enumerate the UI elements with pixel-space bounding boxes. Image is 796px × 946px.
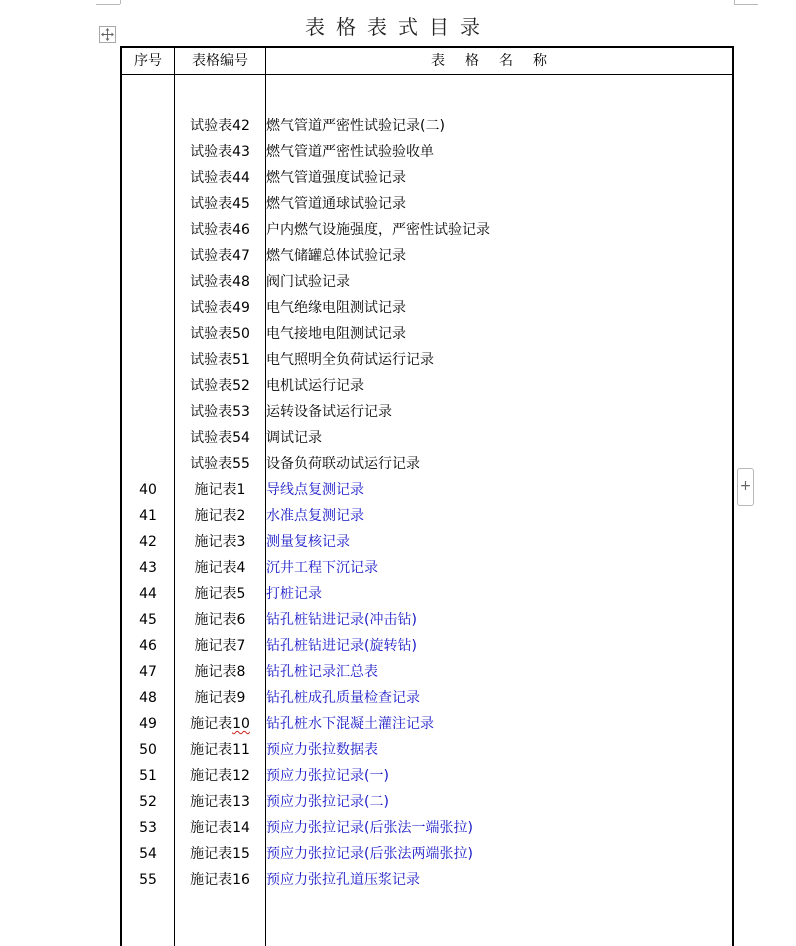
row-name: 燃气管道严密性试验验收单 — [266, 144, 434, 160]
table-row — [122, 347, 732, 373]
table-row — [122, 503, 732, 529]
row-name: 燃气管道严密性试验记录(二) — [266, 118, 445, 134]
row-name-link[interactable]: 预应力张拉孔道压浆记录 — [266, 872, 420, 888]
row-code: 试验表44 — [190, 170, 250, 186]
row-code: 试验表42 — [190, 118, 250, 134]
table-row — [122, 763, 732, 789]
row-name-link[interactable]: 钻孔桩记录汇总表 — [266, 664, 378, 680]
row-name-link[interactable]: 水准点复测记录 — [266, 508, 364, 524]
row-seq: 47 — [139, 664, 157, 680]
table-row — [122, 425, 732, 451]
row-seq: 40 — [139, 482, 157, 498]
header-divider — [122, 74, 732, 75]
row-name: 阀门试验记录 — [266, 274, 350, 290]
row-code: 施记表9 — [194, 690, 246, 706]
table-row — [122, 607, 732, 633]
row-code: 施记表6 — [194, 612, 246, 628]
table-row — [122, 711, 732, 737]
document-title: 表格表式目录 — [305, 15, 491, 39]
row-name-link[interactable]: 预应力张拉数据表 — [266, 742, 378, 758]
header-code: 表格编号 — [192, 53, 248, 69]
row-code: 试验表45 — [190, 196, 250, 212]
page-corner-mark — [734, 0, 735, 4]
row-code: 施记表13 — [190, 794, 250, 810]
row-name: 燃气储罐总体试验记录 — [266, 248, 406, 264]
row-code: 施记表14 — [190, 820, 250, 836]
row-code: 施记表16 — [190, 872, 250, 888]
row-code: 施记表10 — [190, 716, 250, 732]
table-row — [122, 269, 732, 295]
row-code: 试验表49 — [190, 300, 250, 316]
row-name: 电气接地电阻测试记录 — [266, 326, 406, 342]
row-name-link[interactable]: 钻孔桩钻进记录(旋转钻) — [266, 638, 417, 654]
catalog-table — [120, 46, 734, 946]
table-row — [122, 321, 732, 347]
row-code: 施记表5 — [194, 586, 246, 602]
row-code: 试验表46 — [190, 222, 250, 238]
row-seq: 50 — [139, 742, 157, 758]
table-row — [122, 581, 732, 607]
table-row — [122, 243, 732, 269]
header-name: 表格名称 — [431, 53, 567, 69]
row-name: 运转设备试运行记录 — [266, 404, 392, 420]
row-name: 设备负荷联动试运行记录 — [266, 456, 420, 472]
row-name-link[interactable]: 测量复核记录 — [266, 534, 350, 550]
table-row — [122, 191, 732, 217]
row-code: 试验表51 — [190, 352, 250, 368]
table-row — [122, 659, 732, 685]
table-row — [122, 815, 732, 841]
row-name-link[interactable]: 打桩记录 — [266, 586, 322, 602]
row-name: 户内燃气设施强度，严密性试验记录 — [266, 222, 490, 238]
row-code: 施记表12 — [190, 768, 250, 784]
table-row — [122, 451, 732, 477]
row-name-link[interactable]: 预应力张拉记录(后张法一端张拉) — [266, 820, 473, 836]
row-seq: 55 — [139, 872, 157, 888]
row-seq: 53 — [139, 820, 157, 836]
row-code: 试验表55 — [190, 456, 250, 472]
table-row — [122, 373, 732, 399]
row-code: 试验表54 — [190, 430, 250, 446]
row-name: 燃气管道通球试验记录 — [266, 196, 406, 212]
row-code: 施记表1 — [194, 482, 246, 498]
row-name-link[interactable]: 预应力张拉记录(一) — [266, 768, 389, 784]
table-row — [122, 867, 732, 893]
table-row — [122, 529, 732, 555]
table-row — [122, 737, 732, 763]
table-row — [122, 139, 732, 165]
table-row — [122, 113, 732, 139]
table-row — [122, 685, 732, 711]
row-code: 试验表47 — [190, 248, 250, 264]
row-name-link[interactable]: 沉井工程下沉记录 — [266, 560, 378, 576]
row-name: 电机试运行记录 — [266, 378, 364, 394]
row-code: 试验表53 — [190, 404, 250, 420]
row-code: 施记表2 — [194, 508, 246, 524]
table-row — [122, 789, 732, 815]
row-name: 调试记录 — [266, 430, 322, 446]
table-row — [122, 841, 732, 867]
row-seq: 46 — [139, 638, 157, 654]
row-seq: 54 — [139, 846, 157, 862]
row-seq: 52 — [139, 794, 157, 810]
table-row — [122, 633, 732, 659]
row-name-link[interactable]: 钻孔桩水下混凝土灌注记录 — [266, 716, 434, 732]
table-row — [122, 295, 732, 321]
row-code: 试验表48 — [190, 274, 250, 290]
row-code: 试验表43 — [190, 144, 250, 160]
row-name: 燃气管道强度试验记录 — [266, 170, 406, 186]
row-name: 电气照明全负荷试运行记录 — [266, 352, 434, 368]
row-name-link[interactable]: 预应力张拉记录(二) — [266, 794, 389, 810]
table-row — [122, 555, 732, 581]
row-name-link[interactable]: 钻孔桩成孔质量检查记录 — [266, 690, 420, 706]
row-code: 施记表3 — [194, 534, 246, 550]
row-code: 施记表7 — [194, 638, 246, 654]
page-corner-mark — [120, 0, 121, 4]
table-row — [122, 165, 732, 191]
row-name-link[interactable]: 预应力张拉记录(后张法两端张拉) — [266, 846, 473, 862]
row-code: 施记表11 — [190, 742, 250, 758]
row-seq: 48 — [139, 690, 157, 706]
row-name-link[interactable]: 钻孔桩钻进记录(冲击钻) — [266, 612, 417, 628]
row-code: 施记表15 — [190, 846, 250, 862]
table-move-handle[interactable] — [99, 26, 116, 43]
row-seq: 41 — [139, 508, 157, 524]
row-code: 施记表8 — [194, 664, 246, 680]
table-row — [122, 477, 732, 503]
row-code: 试验表50 — [190, 326, 250, 342]
row-name: 电气绝缘电阻测试记录 — [266, 300, 406, 316]
row-code: 试验表52 — [190, 378, 250, 394]
row-seq: 43 — [139, 560, 157, 576]
row-seq: 49 — [139, 716, 157, 732]
page-corner-mark — [96, 0, 120, 5]
table-add-row-button[interactable] — [737, 468, 754, 506]
table-row — [122, 399, 732, 425]
page-corner-mark — [734, 0, 758, 5]
row-seq: 42 — [139, 534, 157, 550]
table-row — [122, 217, 732, 243]
row-seq: 45 — [139, 612, 157, 628]
header-seq: 序号 — [134, 53, 162, 69]
row-name-link[interactable]: 导线点复测记录 — [266, 482, 364, 498]
move-arrows-icon — [100, 27, 115, 42]
plus-icon: + — [739, 478, 752, 494]
row-code: 施记表4 — [194, 560, 246, 576]
row-seq: 44 — [139, 586, 157, 602]
row-seq: 51 — [139, 768, 157, 784]
